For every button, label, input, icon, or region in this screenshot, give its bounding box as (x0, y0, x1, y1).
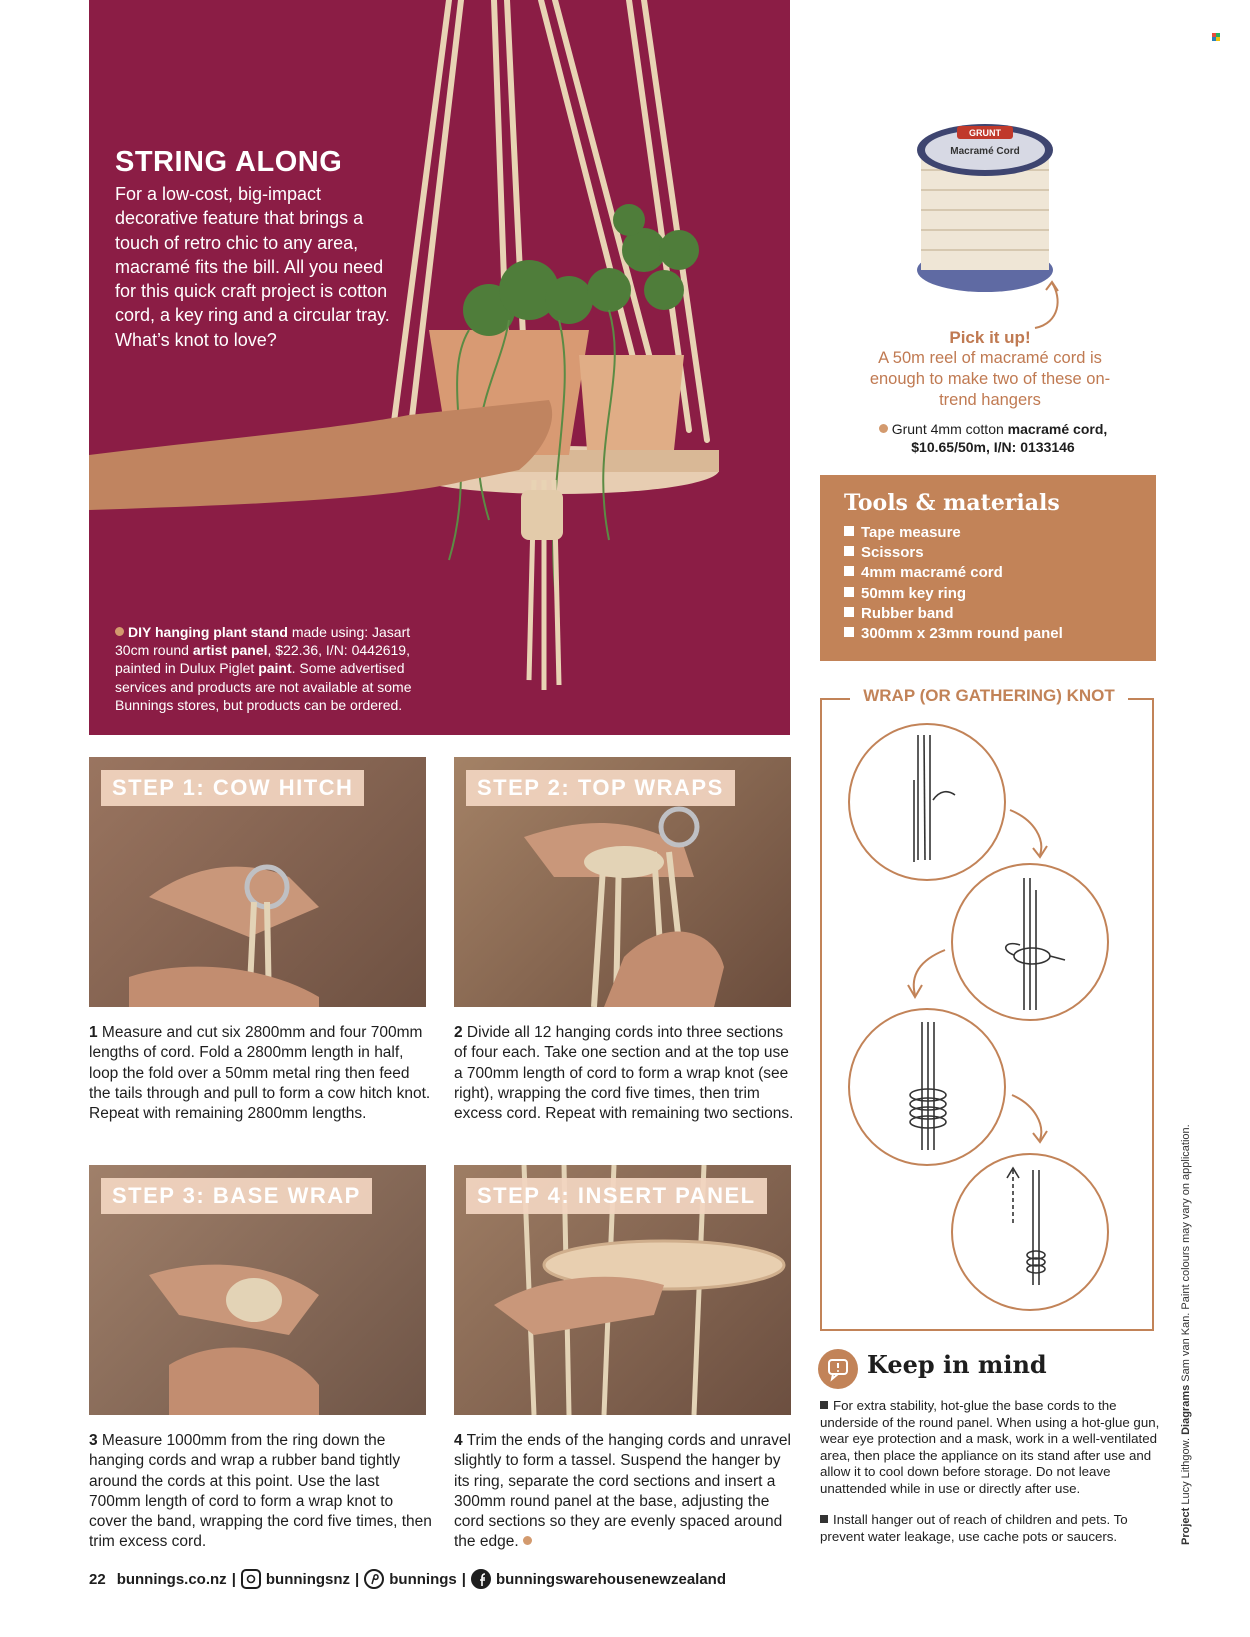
image-credit: Project Lucy Lithgow. Diagrams Sam van Kan. Paint colours may vary on application. (1180, 1124, 1192, 1545)
wrap-knot-title: WRAP (OR GATHERING) KNOT (850, 686, 1128, 706)
tools-item: Tape measure (844, 523, 1063, 543)
wrap-knot-box (820, 698, 1154, 1331)
hero-title: STRING ALONG (115, 146, 343, 178)
step3-text: 3 Measure 1000mm from the ring down the hanging cords and wrap a rubber band tightly around the cords at this point. Use the last 700mm length of cord to form a wrap knot to cover the band, wrapping the cord five times, then trim excess cord. (89, 1432, 432, 1551)
tools-title: Tools & materials (844, 490, 1060, 516)
reel-label-text: Macramé Cord (950, 146, 1020, 157)
step4-photo (454, 1165, 791, 1415)
pick-it-up-description: A 50m reel of macramé cord is enough to make two of these on-trend hangers (869, 349, 1111, 409)
footer (89, 1569, 726, 1589)
step4-text: 4 Trim the ends of the hanging cords and unravel slightly to form a tassel. Suspend the hanger by its ring, separate the cord sections and insert a 300mm round panel at the base, adjusting the cord sections so they are evenly spaced around the edge. (454, 1432, 791, 1551)
bullet-square-icon (820, 1401, 828, 1409)
tools-item: Scissors (844, 543, 1063, 563)
pinterest-link[interactable]: bunnings (389, 1570, 457, 1588)
tools-item: Rubber band (844, 604, 1063, 624)
step2-photo (454, 757, 791, 1007)
end-dot-icon (523, 1536, 532, 1545)
facebook-icon[interactable] (471, 1569, 491, 1589)
hero-caption: DIY hanging plant stand made using: Jasart 30cm round artist panel, $22.36, I/N: 0442619, painted in Dulux Piglet paint. Some advertised services and products are not available at some Bunnings stores, but products can be ordered. (115, 624, 412, 713)
page-number: 22 (89, 1570, 106, 1588)
instagram-icon[interactable] (241, 1569, 261, 1589)
keep-in-mind-para1: For extra stability, hot-glue the base cords to the underside of the round panel. When using a hot-glue gun, wear eye protection and a mask, work in a well-ventilated area, then place the appliance on its stand after use and allow it to cool down before storage. Do not leave unattended while in use or directly after use. (820, 1398, 1160, 1496)
bullet-dot-icon (115, 627, 124, 636)
tools-item: 4mm macramé cord (844, 563, 1063, 583)
keep-in-mind-title: Keep in mind (867, 1350, 1047, 1379)
step2-text: 2 Divide all 12 hanging cords into three sections of four each. Take one section and at the top use a 700mm length of cord to form a wrap knot (see right), wrapping the cord five times, then trim excess cord. Repeat with remaining two sections. (454, 1024, 794, 1123)
speech-bubble-icon (818, 1349, 858, 1389)
keep-in-mind-para2: Install hanger out of reach of children and pets. To prevent water leakage, use cache pots or saucers. (820, 1512, 1128, 1544)
color-mark-icon (1212, 33, 1220, 41)
product-price-line: Grunt 4mm cotton macramé cord, $10.65/50m, I/N: 0133146 (858, 420, 1128, 456)
website-link[interactable]: bunnings.co.nz (116, 1570, 227, 1588)
bullet-square-icon (820, 1515, 828, 1523)
step1-photo (89, 757, 426, 1007)
step1-label: STEP 1: COW HITCH (101, 770, 364, 806)
macrame-cord-reel-image (905, 110, 1065, 300)
hero-intro: For a low-cost, big-impact decorative feature that brings a touch of retro chic to any area, macramé fits the bill. All you need for this quick craft project is cotton cord, a key ring and a circular tray. What’s knot to love? (115, 184, 390, 350)
tools-item: 50mm key ring (844, 584, 1063, 604)
tools-materials-box (820, 475, 1156, 661)
pinterest-icon[interactable] (364, 1569, 384, 1589)
step3-photo (89, 1165, 426, 1415)
footer-separator: | (231, 1570, 236, 1588)
instagram-link[interactable]: bunningsnz (265, 1570, 351, 1588)
tools-item: 300mm x 23mm round panel (844, 624, 1063, 644)
reel-brand-text: GRUNT (969, 128, 1001, 138)
footer-separator: | (461, 1570, 466, 1588)
step4-label: STEP 4: INSERT PANEL (466, 1178, 767, 1214)
facebook-link[interactable]: bunningswarehousenewzealand (495, 1570, 726, 1588)
hero-panel (89, 0, 790, 735)
pick-it-up-title: Pick it up! (949, 328, 1031, 347)
step3-label: STEP 3: BASE WRAP (101, 1178, 372, 1214)
footer-separator: | (355, 1570, 360, 1588)
step2-label: STEP 2: TOP WRAPS (466, 770, 735, 806)
step1-text: 1 Measure and cut six 2800mm and four 700mm lengths of cord. Fold a 2800mm length in half, loop the fold over a 50mm metal ring then feed the tails through and pull to form a cow hitch knot. Repeat with remaining 2800mm lengths. (89, 1024, 431, 1123)
tools-list (844, 523, 1063, 644)
bullet-dot-icon (879, 424, 888, 433)
